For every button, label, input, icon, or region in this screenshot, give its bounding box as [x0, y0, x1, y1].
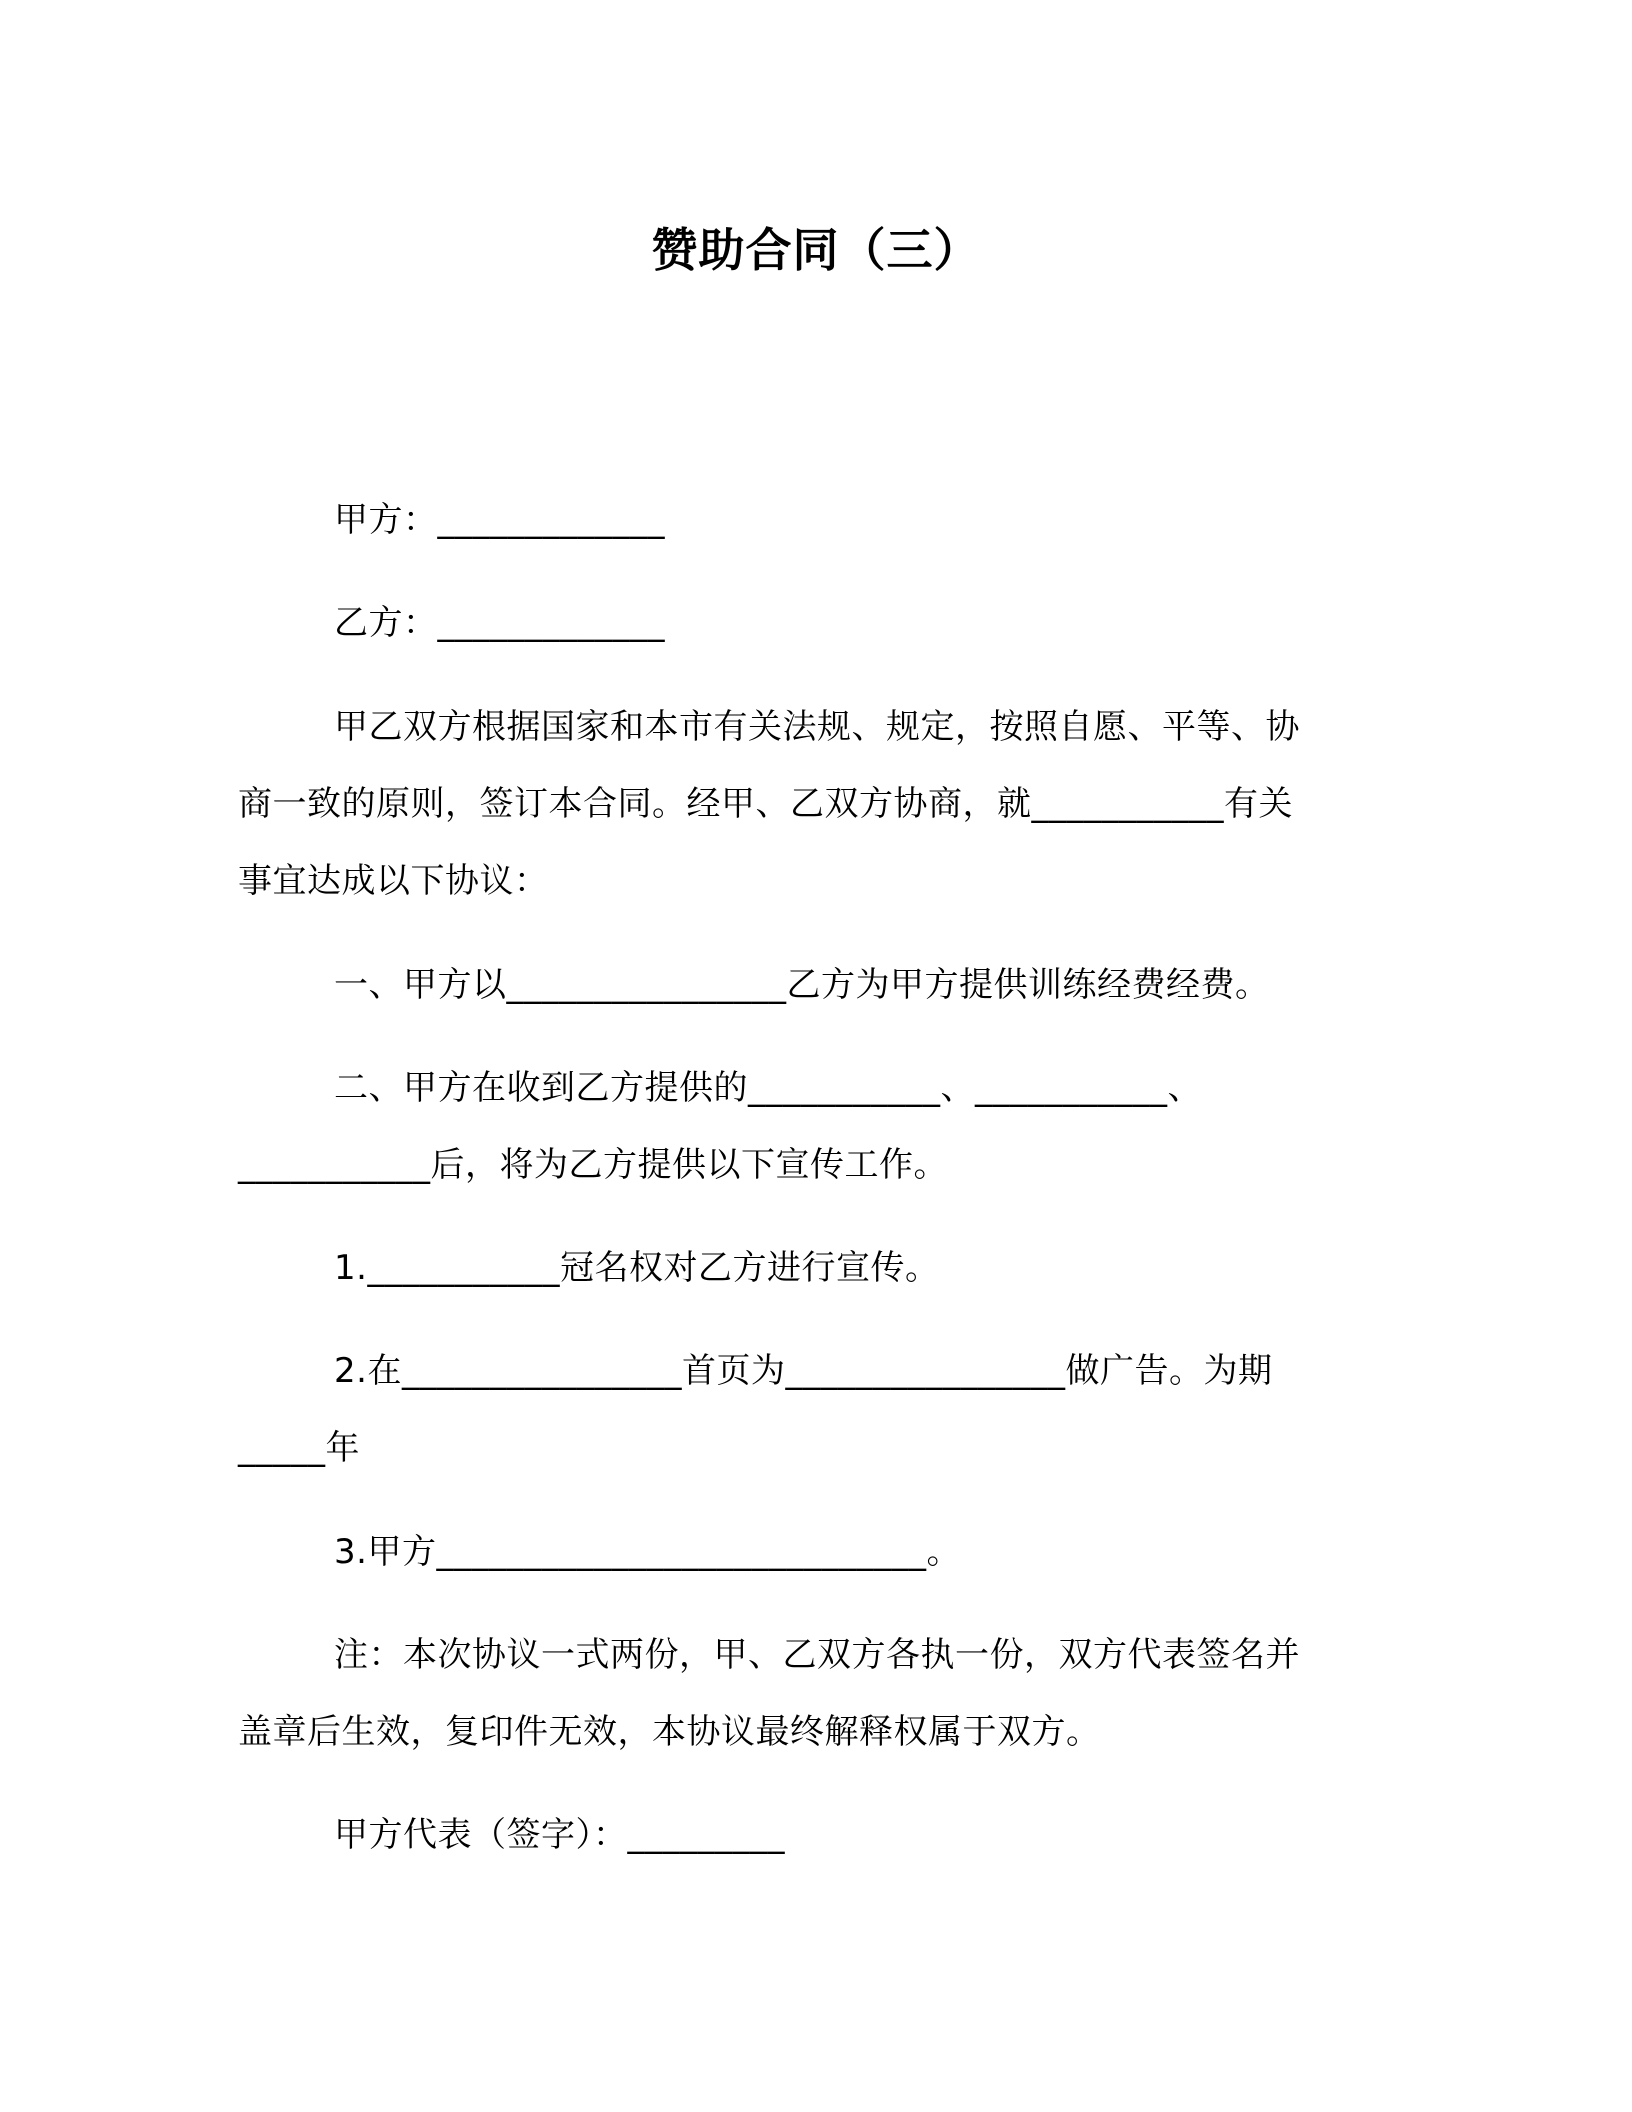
- party-b-line: 乙方：_____________: [334, 603, 665, 643]
- party-a-line: 甲方：_____________: [334, 500, 665, 540]
- item-1-line: 1.___________冠名权对乙方进行宣传。: [334, 1248, 940, 1288]
- document-title: 赞助合同（三）: [651, 223, 981, 277]
- party-a-signature-line: 甲方代表（签字）：_________: [334, 1815, 785, 1855]
- item-2-line-2: _____年: [238, 1428, 360, 1468]
- note-line-1: 注：本次协议一式两份，甲、乙双方各执一份，双方代表签名并: [334, 1635, 1300, 1675]
- clause-2-line-1: 二、甲方在收到乙方提供的___________、___________、: [334, 1068, 1202, 1108]
- preamble-line-2: 商一致的原则，签订本合同。经甲、乙双方协商，就___________有关: [238, 784, 1293, 824]
- preamble-line-3: 事宜达成以下协议：: [238, 861, 549, 901]
- preamble-line-1: 甲乙双方根据国家和本市有关法规、规定，按照自愿、平等、协: [334, 707, 1300, 747]
- item-3-line: 3.甲方____________________________。: [334, 1532, 961, 1572]
- item-2-line-1: 2.在________________首页为________________做广告。为期: [334, 1351, 1273, 1391]
- clause-1-line: 一、甲方以________________乙方为甲方提供训练经费经费。: [334, 965, 1270, 1005]
- note-line-2: 盖章后生效，复印件无效，本协议最终解释权属于双方。: [238, 1712, 1101, 1752]
- clause-2-line-2: ___________后，将为乙方提供以下宣传工作。: [238, 1145, 948, 1185]
